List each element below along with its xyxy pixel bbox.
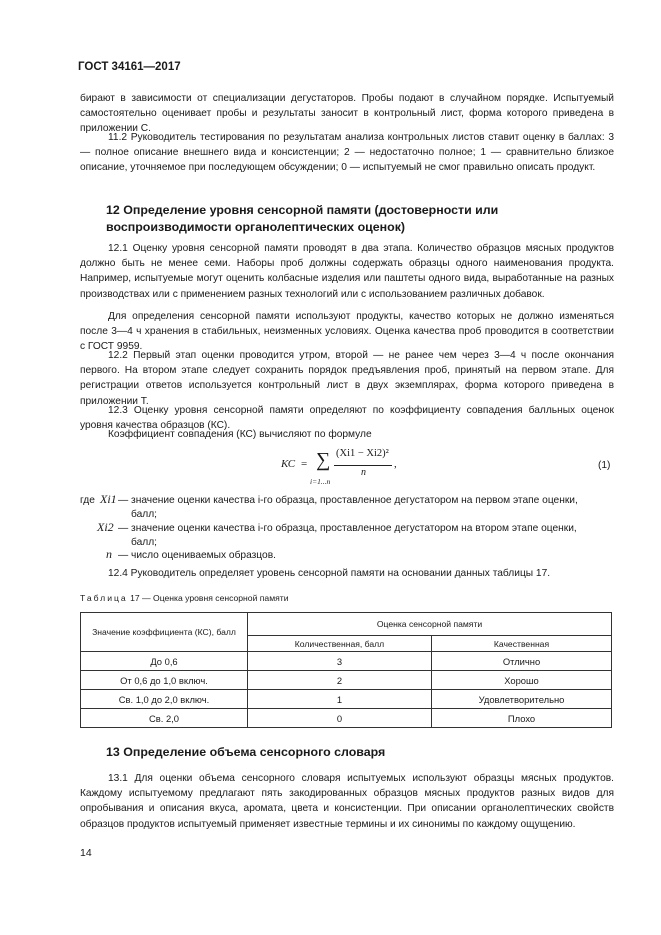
table-cell: 2 [248, 671, 432, 690]
where-x2-description: — значение оценки качества i-го образца, проставленное дегустатором на втором этапе оценки, [118, 523, 577, 534]
table-17-caption-prefix: Таблица [80, 593, 128, 603]
paragraph-12-1-b: Для определения сенсорной памяти используют продукты, качество которых не должно изменяться после 3—4 ч хранения в стабильных, неизменных условиях. Оценка качества проб проводится в соответствии с ГОСТ 9959. [80, 311, 614, 353]
where-x2-symbol: Xi2 [97, 520, 114, 534]
formula-equals: = [301, 458, 308, 470]
page-number: 14 [80, 847, 92, 859]
table-header-quantitative: Количественная, балл [248, 636, 432, 652]
table-row [81, 709, 612, 728]
where-n-symbol: n [106, 547, 112, 561]
formula-sum-range: i=1...n [310, 477, 331, 486]
paragraph-12-1: 12.1 Оценку уровня сенсорной памяти проводят в два этапа. Количество образцов мясных продуктов должно быть не менее семи. Наборы проб должны содержать образцы одного наименования продукта. Например, испытуемые могут оценить колбасные изделия или паштеты одного вида, выработанные на разных производствах или с применением разных технологий или с использованием различных добавок. [80, 243, 614, 300]
table-cell: Хорошо [432, 671, 612, 690]
table-cell: 0 [248, 709, 432, 728]
table-cell: До 0,6 [81, 652, 248, 671]
paragraph-12-2: 12.2 Первый этап оценки проводится утром, второй — не ранее чем через 3—4 ч после окончания первого. На втором этапе следует сохранить порядок предъявления проб, принятый на первом этапе. Для регистрации ответов используется контрольный лист в двух экземплярах, форма которого приведена в приложении Т. [80, 350, 614, 407]
table-cell: Св. 1,0 до 2,0 включ. [81, 690, 248, 709]
paragraph-12-3: 12.3 Оценку уровня сенсорной памяти определяют по коэффициенту совпадения балльных оценок уровня качества образцов (КС). [80, 405, 614, 432]
table-cell: 1 [248, 690, 432, 709]
table-cell: Удовлетворительно [432, 690, 612, 709]
table-row [81, 652, 612, 671]
table-header-group: Оценка сенсорной памяти [248, 613, 612, 636]
document-header: ГОСТ 34161—2017 [78, 61, 181, 73]
formula-number: (1) [598, 460, 611, 471]
paragraph-11-2: 11.2 Руководитель тестирования по результатам анализа контрольных листов ставит оценку в баллах: 3 — полное описание внешнего вида и консистенции; 2 — недостаточно полное; 1 — сравнительно близкое описание, уточняемое при последующем обсуждении; 0 — испытуемый не смог правильно описать продукт. [80, 132, 614, 174]
formula-fraction-bar [334, 465, 392, 466]
paragraph-intro: бирают в зависимости от специализации дегустаторов. Пробы подают в случайном порядке. Испытуемый самостоятельно оценивает пробы и результаты заносит в контрольный лист, форма которого приведена в приложении С. [80, 93, 614, 135]
table-row [81, 671, 612, 690]
table-cell: 3 [248, 652, 432, 671]
where-x2-continuation: балл; [131, 537, 157, 548]
formula-lhs: КС [281, 458, 296, 470]
paragraph-12-4: 12.4 Руководитель определяет уровень сенсорной памяти на основании данных таблицы 17. [108, 568, 551, 579]
table-cell: Плохо [432, 709, 612, 728]
table-header-coefficient: Значение коэффициента (КС), балл [81, 613, 248, 652]
paragraph-13-1: 13.1 Для оценки объема сенсорного словаря испытуемых используют образцы мясных продуктов. Каждому испытуемому предлагают пять закодированных образцов мясных продуктов разных видов для опробывания и описания вкуса, аромата, цвета и консистенции. При описании органолептических свойств образцов продуктов испытуемый применяет известные термины и их синонимы по каждому ощущению. [80, 773, 614, 830]
formula-numerator: (Xi1 − Xi2)² [336, 448, 389, 459]
table-cell: Св. 2,0 [81, 709, 248, 728]
where-x1-continuation: балл; [131, 509, 157, 520]
table-17 [80, 612, 612, 728]
paragraph-12-3-b: Коэффициент совпадения (КС) вычисляют по формуле [108, 429, 372, 440]
where-prefix: где [80, 495, 95, 506]
section-13-title: 13 Определение объема сенсорного словаря [106, 745, 386, 759]
where-x1-description: — значение оценки качества i-го образца, проставленное дегустатором на первом этапе оценки, [118, 495, 578, 506]
formula-sum-sign: ∑ [316, 449, 331, 471]
table-cell: От 0,6 до 1,0 включ. [81, 671, 248, 690]
table-17-caption-text: 17 — Оценка уровня сенсорной памяти [130, 593, 289, 603]
where-x1-symbol: Xi1 [100, 492, 117, 506]
formula-comma: , [394, 458, 397, 470]
where-n-description: — число оцениваемых образцов. [118, 550, 276, 561]
section-12-title: 12 Определение уровня сенсорной памяти (достоверности или воспроизводимости органолептических оценок) [106, 203, 499, 234]
table-17-caption [80, 593, 289, 603]
table-row [81, 690, 612, 709]
formula-denominator: n [361, 467, 366, 478]
table-header-qualitative: Качественная [432, 636, 612, 652]
table-cell: Отлично [432, 652, 612, 671]
